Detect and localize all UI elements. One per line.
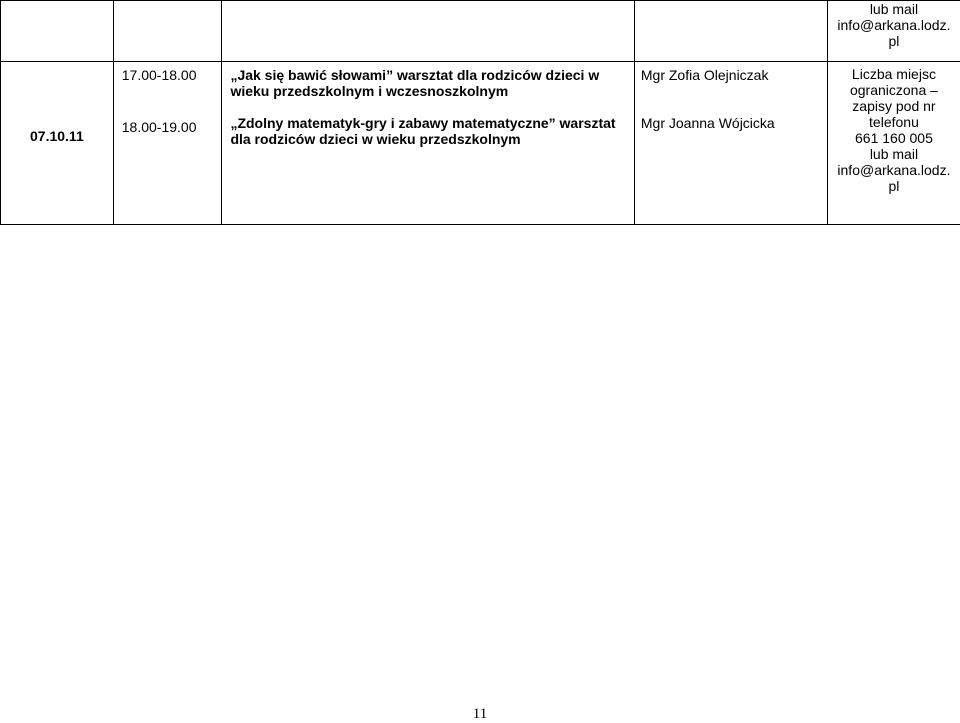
session-leader: Mgr Joanna Wójcicka bbox=[640, 115, 775, 131]
leader-cell bbox=[634, 62, 827, 225]
empty-cell bbox=[222, 1, 634, 62]
info-line: Liczba miejsc bbox=[851, 66, 936, 82]
info-line: pl bbox=[888, 33, 900, 49]
session-topic bbox=[230, 67, 629, 99]
registration-info-cell bbox=[827, 62, 960, 225]
continuation-row bbox=[1, 1, 960, 62]
info-line: info@arkana.lodz. bbox=[837, 162, 951, 178]
event-date: 07.10.11 bbox=[1, 62, 114, 225]
topic-line: „Zdolny matematyk-gry i zabawy matematyczne” warsztat bbox=[230, 115, 616, 131]
session-time: 17.00-18.00 bbox=[121, 67, 197, 83]
topic-line: „Jak się bawić słowami” warsztat dla rodziców dzieci w bbox=[230, 67, 600, 83]
info-line: zapisy pod nr bbox=[852, 98, 936, 114]
info-line: lub mail bbox=[869, 146, 919, 162]
page-number: 11 bbox=[472, 706, 488, 722]
schedule-table bbox=[0, 0, 960, 225]
contact-info-cell bbox=[827, 1, 960, 62]
info-line: lub mail bbox=[869, 1, 919, 17]
session-topic bbox=[230, 115, 629, 147]
session-time: 18.00-19.00 bbox=[121, 119, 197, 135]
info-line: telefonu bbox=[869, 114, 919, 130]
topic-cell bbox=[222, 62, 634, 225]
info-line: info@arkana.lodz. bbox=[837, 17, 951, 33]
empty-cell bbox=[634, 1, 827, 62]
event-row bbox=[1, 62, 960, 225]
session-leader: Mgr Zofia Olejniczak bbox=[640, 67, 769, 83]
empty-cell bbox=[113, 1, 222, 62]
topic-line: dla rodziców dzieci w wieku przedszkolnym bbox=[230, 131, 521, 147]
info-line: ograniczona – bbox=[849, 82, 938, 98]
topic-line: wieku przedszkolnym i wczesnoszkolnym bbox=[230, 83, 509, 99]
info-line: 661 160 005 bbox=[855, 130, 933, 146]
info-line: pl bbox=[888, 178, 900, 194]
time-cell bbox=[113, 62, 222, 225]
empty-cell bbox=[1, 1, 114, 62]
